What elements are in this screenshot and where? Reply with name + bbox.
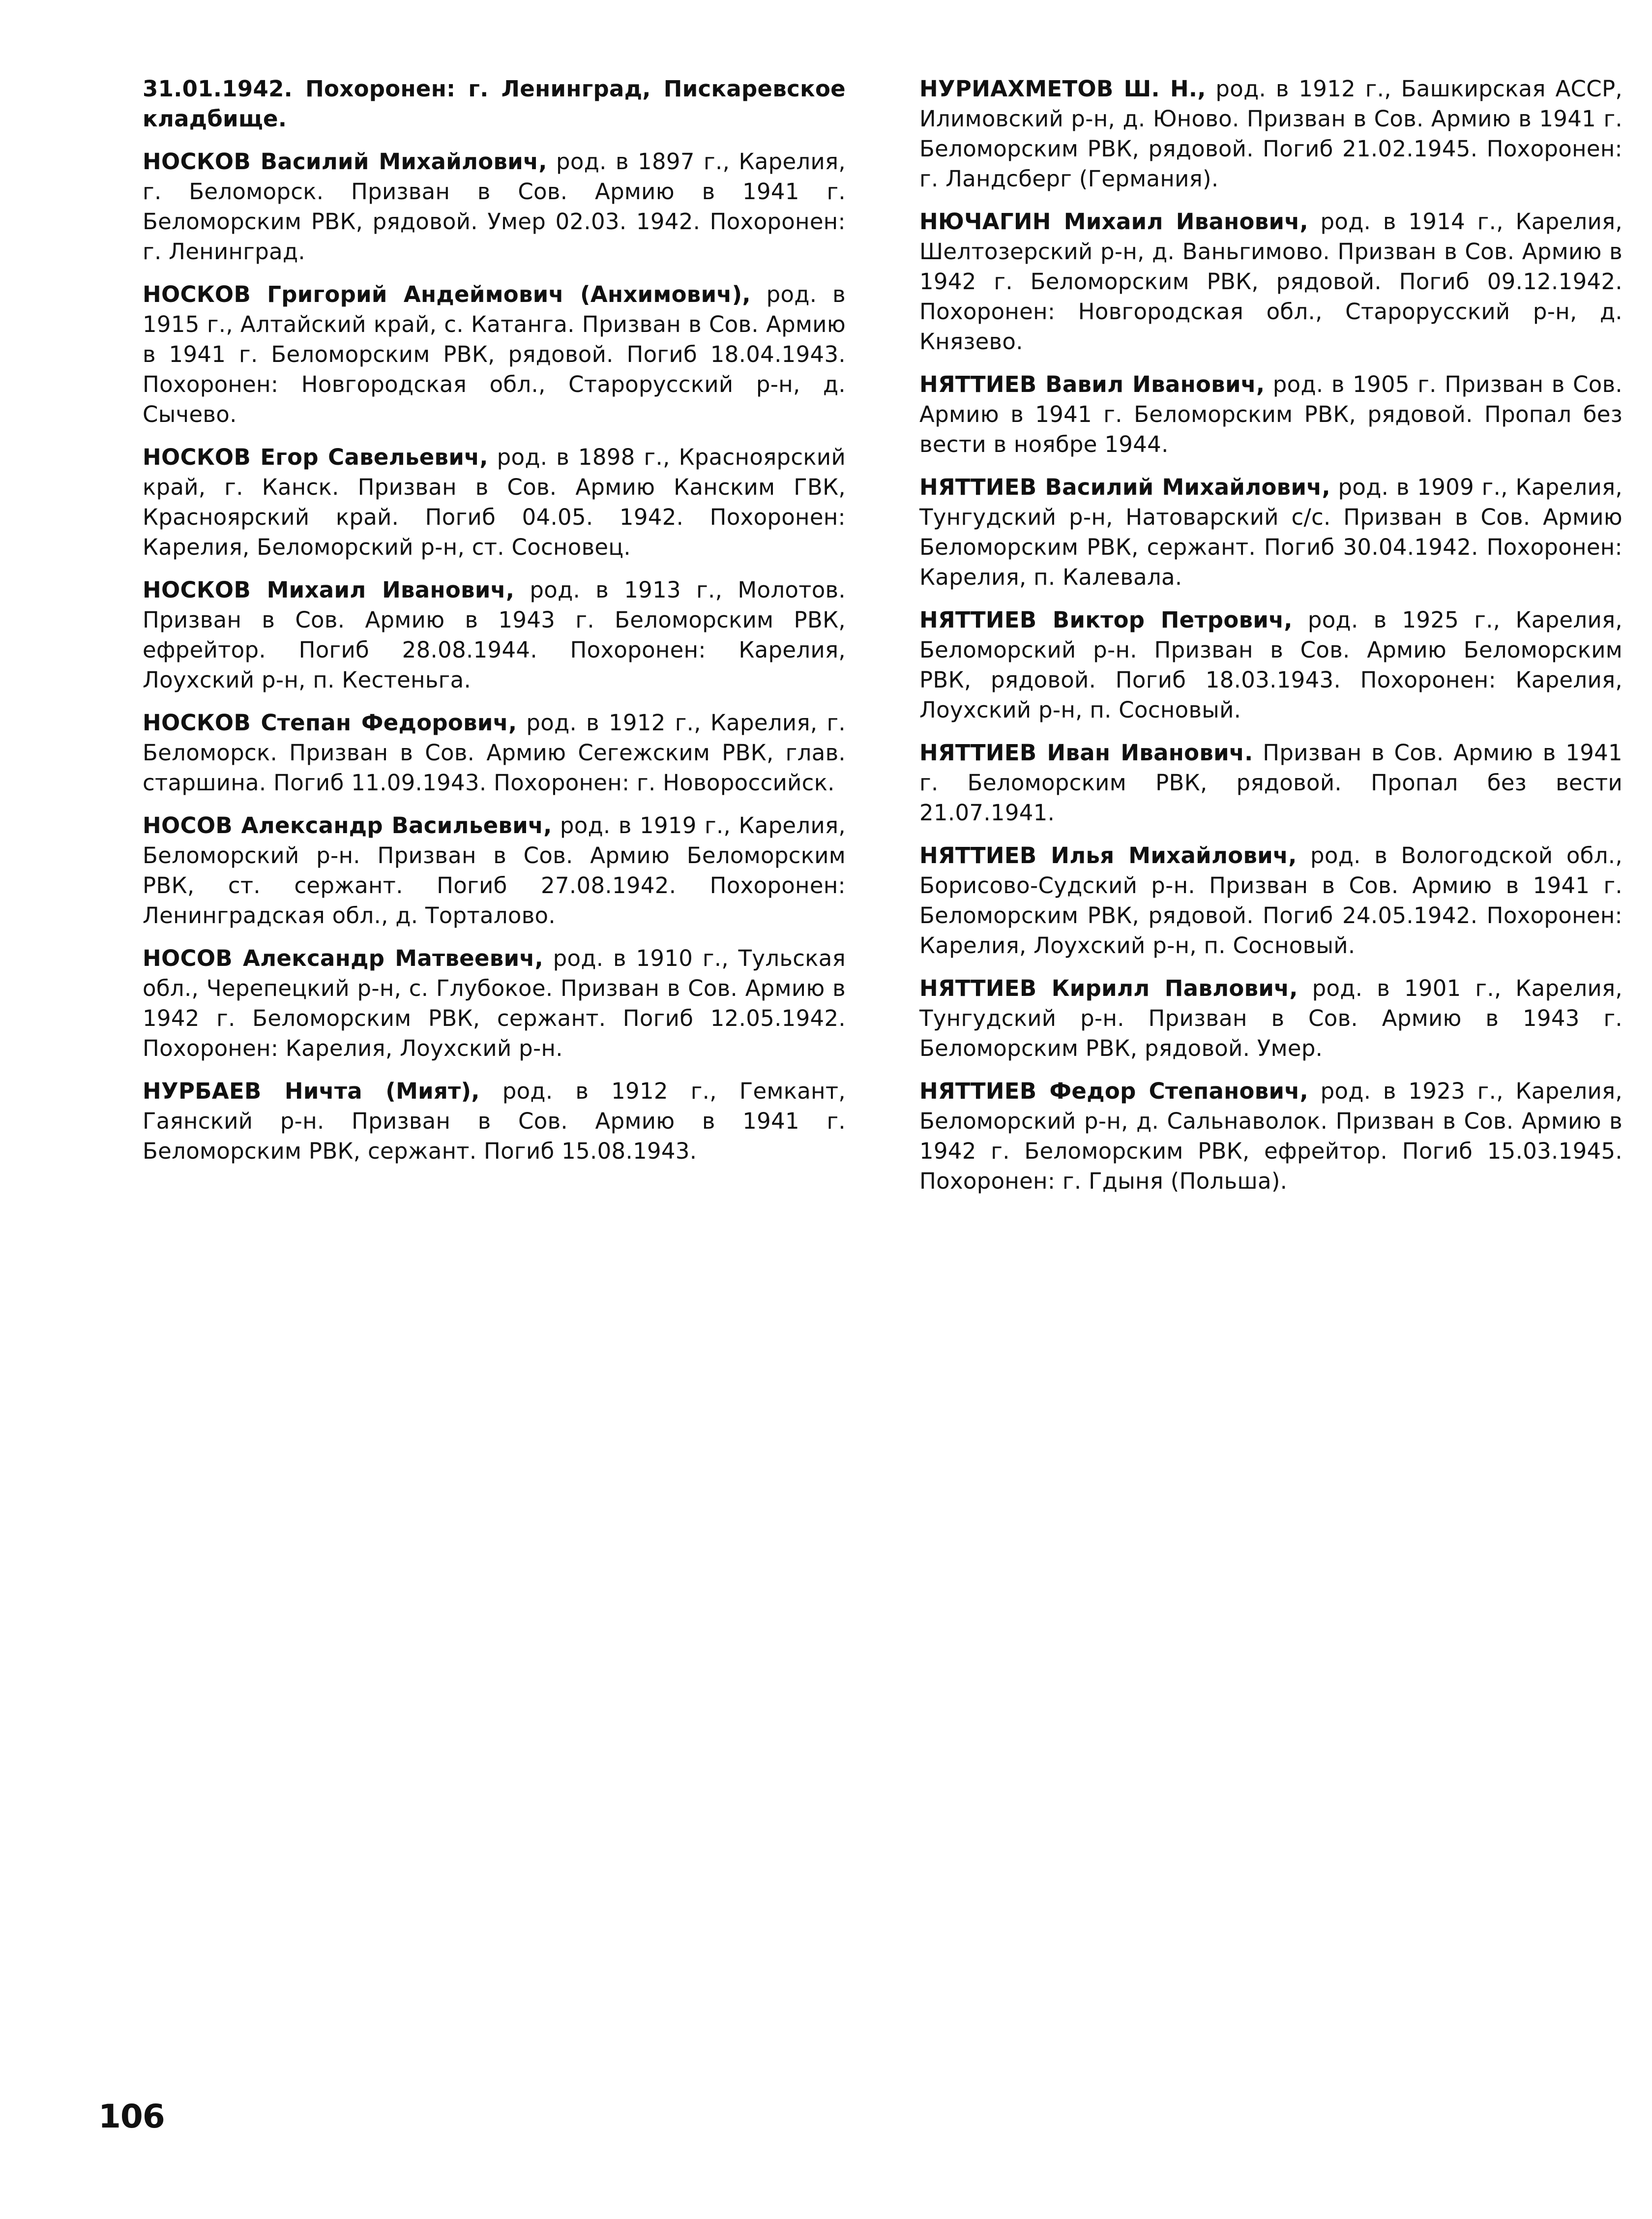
entry-nyattiev-ivan <box>919 738 1622 828</box>
entry-noskov-stepan <box>143 708 846 798</box>
entry-nyattiev-vavil <box>919 369 1622 459</box>
entry-text: род. в Вологодской обл., Борисово-Судский р-н. Призван в Сов. Армию в 1941 г. Беломорским РВК, рядовой. Погиб 24.05.1942. Похоронен: Карелия, Лоухский р-н, п. Сосновый. <box>919 842 1622 959</box>
entry-text: род. в 1912 г., Гемкант, Гаянский р-н. Призван в Сов. Армию в 1941 г. Беломорским РВК, сержант. Погиб 15.08.1943. <box>143 1078 846 1164</box>
entry-text: род. в 1919 г., Карелия, Беломорский р-н. Призван в Сов. Армию Беломорским РВК, ст. сержант. Погиб 27.08.1942. Похоронен: Ленинградская обл., д. Торталово. <box>143 812 846 929</box>
entry-name: НЮЧАГИН Михаил Иванович, <box>919 209 1308 235</box>
entry-nyattiev-kirill <box>919 973 1622 1063</box>
entry-noskov-vasiliy <box>143 147 846 267</box>
entry-nyattiev-vasiliy <box>919 472 1622 592</box>
entry-nosov-aleksandr-v <box>143 810 846 930</box>
entry-continuation <box>143 74 846 134</box>
entry-nyuchagin <box>919 207 1622 357</box>
entry-name: НОСОВ Александр Васильевич, <box>143 812 552 839</box>
entry-text: род. в 1910 г., Тульская обл., Черепецкий р-н, с. Глубокое. Призван в Сов. Армию в 1942 г. Беломорским РВК, сержант. Погиб 12.05.1942. Похоронен: Карелия, Лоухский р-н. <box>143 945 846 1061</box>
entry-name: НЯТТИЕВ Виктор Петрович, <box>919 607 1293 633</box>
entry-noskov-egor <box>143 442 846 562</box>
entry-text: род. в 1898 г., Красноярский край, г. Канск. Призван в Сов. Армию Канским ГВК, Красноярский край. Погиб 04.05. 1942. Похоронен: Карелия, Беломорский р-н, ст. Сосновец. <box>143 444 846 560</box>
entry-name: НОСКОВ Григорий Андеймович (Анхимович), <box>143 281 751 307</box>
entry-name: НУРБАЕВ Ничта (Мият), <box>143 1078 480 1104</box>
entry-text: род. в 1909 г., Карелия, Тунгудский р-н, Натоварский с/с. Призван в Сов. Армию Беломорским РВК, сержант. Погиб 30.04.1942. Похоронен: Карелия, п. Калевала. <box>919 474 1622 590</box>
entry-name: НЯТТИЕВ Василий Михайлович, <box>919 474 1330 500</box>
entry-name: НОСОВ Александр Матвеевич, <box>143 945 543 971</box>
entry-noskov-grigoriy <box>143 279 846 429</box>
entry-text: род. в 1912 г., Карелия, г. Беломорск. Призван в Сов. Армию Сегежским РВК, глав. старшина. Погиб 11.09.1943. Похоронен: г. Новороссийск. <box>143 710 846 796</box>
entry-name: НОСКОВ Егор Савельевич, <box>143 444 488 470</box>
page-number: 106 <box>98 2098 165 2135</box>
entry-name: НОСКОВ Василий Михайлович, <box>143 149 547 175</box>
entry-name: НОСКОВ Степан Федорович, <box>143 710 517 736</box>
entry-text: Призван в Сов. Армию в 1941 г. Беломорским РВК, рядовой. Пропал без вести 21.07.1941. <box>919 740 1622 826</box>
entry-text: род. в 1901 г., Карелия, Тунгудский р-н. Призван в Сов. Армию в 1943 г. Беломорским РВК, рядовой. Умер. <box>919 975 1622 1061</box>
entry-text: род. в 1913 г., Молотов. Призван в Сов. Армию в 1943 г. Беломорским РВК, ефрейтор. Погиб 28.08.1944. Похоронен: Карелия, Лоухский р-н, п. Кестеньга. <box>143 577 846 693</box>
entry-nurbaev <box>143 1076 846 1166</box>
entry-nyattiev-fedor <box>919 1076 1622 1196</box>
entry-text: род. в 1912 г., Башкирская АССР, Илимовский р-н, д. Юново. Призван в Сов. Армию в 1941 г. Беломорским РВК, рядовой. Погиб 21.02.1945. Похоронен: г. Ландсберг (Германия). <box>919 76 1623 192</box>
entry-text: род. в 1905 г. Призван в Сов. Армию в 1941 г. Беломорским РВК, рядовой. Пропал без вести в ноябре 1944. <box>919 371 1622 457</box>
entry-name: НЯТТИЕВ Кирилл Павлович, <box>919 975 1298 1001</box>
entry-text: род. в 1897 г., Карелия, г. Беломорск. Призван в Сов. Армию в 1941 г. Беломорским РВК, рядовой. Умер 02.03. 1942. Похоронен: г. Ленинград. <box>143 149 846 265</box>
entry-name: НУРИАХМЕТОВ Ш. Н., <box>919 76 1206 102</box>
entry-name: НЯТТИЕВ Иван Иванович. <box>919 740 1253 766</box>
entry-name: НОСКОВ Михаил Иванович, <box>143 577 515 603</box>
entry-nyattiev-viktor <box>919 605 1622 725</box>
entry-name: НЯТТИЕВ Федор Степанович, <box>919 1078 1308 1104</box>
entry-noskov-mikhail <box>143 575 846 695</box>
entry-name: НЯТТИЕВ Вавил Иванович, <box>919 371 1265 397</box>
entry-text: 31.01.1942. Похоронен: г. Ленинград, Пискаревское кладбище. <box>143 76 846 132</box>
left-column <box>143 74 846 1179</box>
entry-nuriakhmetov <box>919 74 1622 194</box>
right-column <box>919 74 1622 1209</box>
entry-name: НЯТТИЕВ Илья Михайлович, <box>919 842 1297 869</box>
entry-nosov-aleksandr-m <box>143 943 846 1063</box>
entry-text: род. в 1914 г., Карелия, Шелтозерский р-н, д. Ваньгимово. Призван в Сов. Армию в 1942 г. Беломорским РВК, рядовой. Погиб 09.12.1942. Похоронен: Новгородская обл., Старорусский р-н, д. Князево. <box>919 209 1622 355</box>
entry-text: род. в 1915 г., Алтайский край, с. Катанга. Призван в Сов. Армию в 1941 г. Беломорским РВК, рядовой. Погиб 18.04.1943. Похоронен: Новгородская обл., Старорусский р-н, д. Сычево. <box>143 281 846 427</box>
entry-text: род. в 1923 г., Карелия, Беломорский р-н, д. Сальнаволок. Призван в Сов. Армию в 1942 г. Беломорским РВК, ефрейтор. Погиб 15.03.1945. Похоронен: г. Гдыня (Польша). <box>919 1078 1622 1194</box>
entry-nyattiev-ilya <box>919 840 1622 960</box>
entry-text: род. в 1925 г., Карелия, Беломорский р-н. Призван в Сов. Армию Беломорским РВК, рядовой. Погиб 18.03.1943. Похоронен: Карелия, Лоухский р-н, п. Сосновый. <box>919 607 1623 723</box>
